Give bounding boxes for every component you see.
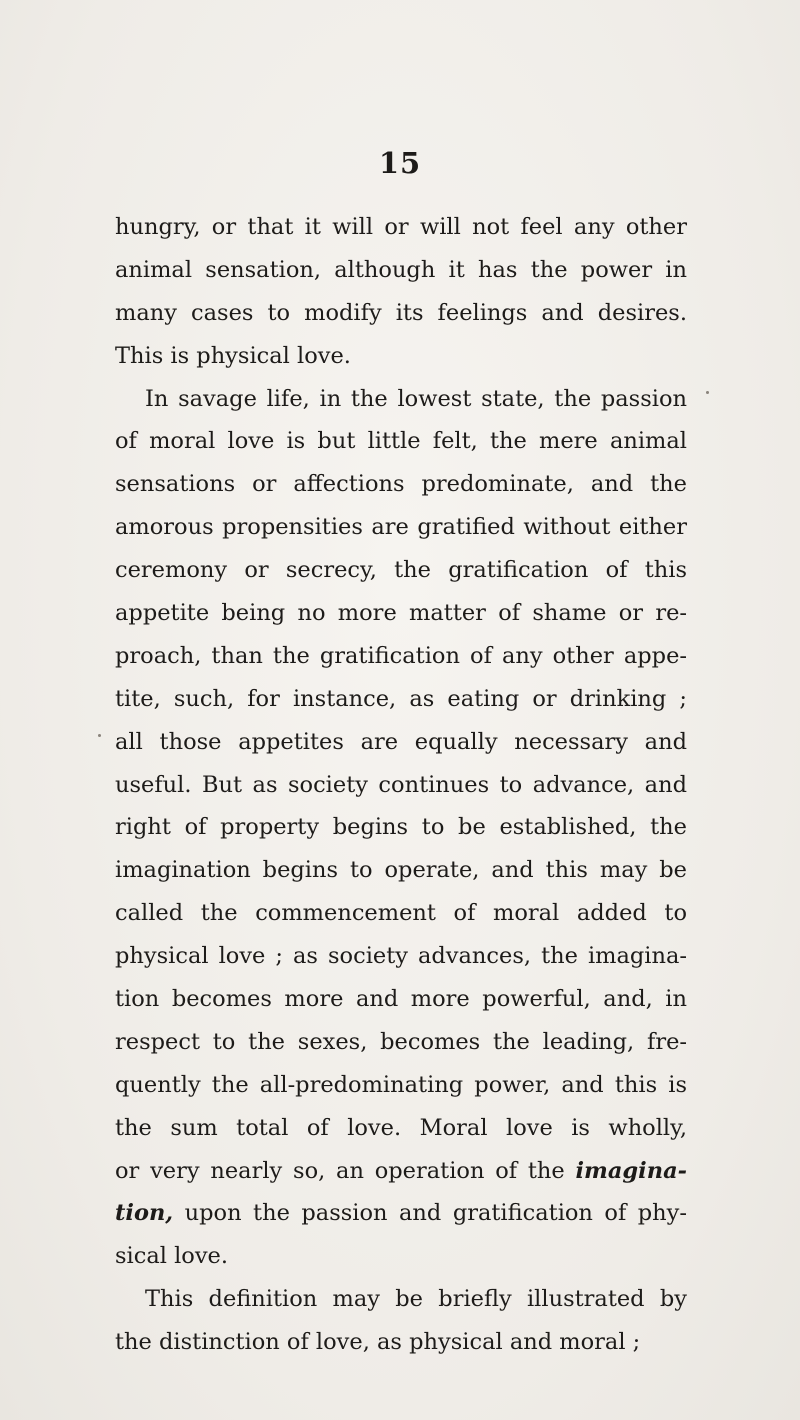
text-line: of moral love is but little felt, the mere animal [115, 428, 687, 455]
text-line: the distinction of love, as physical and moral ; [115, 1329, 641, 1356]
paper-speck [98, 734, 101, 737]
text-line: quently the all-predominating power, and this is [115, 1071, 687, 1098]
text-line: This is physical love. [115, 342, 351, 369]
text-segment: upon the passion and gratification of phy- [173, 1200, 687, 1227]
text-line: many cases to modify its feelings and desires. [115, 299, 687, 326]
text-line: sical love. [115, 1243, 229, 1270]
text-segment: or very nearly so, an operation of the [115, 1157, 565, 1184]
text-line: tion becomes more and more powerful, and, in [115, 986, 687, 1013]
text-line: sensations or affections predominate, and the [115, 471, 687, 498]
text-line: called the commencement of moral added to [115, 900, 687, 927]
italic-word: imagina- [575, 1157, 687, 1184]
text-line: imagination begins to operate, and this may be [115, 857, 687, 884]
text-line: amorous propensities are gratified without either [115, 514, 687, 541]
paper-speck [706, 391, 709, 394]
text-line: hungry, or that it will or will not feel any other [115, 214, 687, 240]
text-line: appetite being no more matter of shame or re- [115, 600, 687, 627]
text-line: useful. But as society continues to advance, and [115, 771, 687, 798]
text-line: ceremony or secrecy, the gratification of this [115, 557, 687, 584]
text-line: physical love ; as society advances, the imagina- [115, 943, 687, 970]
paragraph-start-line: This definition may be briefly illustrated by [145, 1286, 687, 1313]
text-line: the sum total of love. Moral love is wholly, [115, 1114, 687, 1141]
text-line: all those appetites are equally necessary and [115, 728, 687, 755]
text-line: tite, such, for instance, as eating or drinking ; [115, 685, 687, 712]
paragraph-start-line: In savage life, in the lowest state, the passion [145, 385, 687, 412]
text-line: respect to the sexes, becomes the leading, fre- [115, 1028, 687, 1055]
body-text [115, 206, 687, 1364]
text-line: animal sensation, although it has the power in [115, 256, 687, 283]
text-line-with-italic [115, 1150, 687, 1193]
page-number: 15 [378, 146, 422, 180]
text-line-with-italic [115, 1192, 687, 1235]
text-line: right of property begins to be established, the [115, 814, 687, 841]
italic-word: tion, [115, 1200, 174, 1227]
text-line: proach, than the gratification of any other appe- [115, 642, 687, 669]
